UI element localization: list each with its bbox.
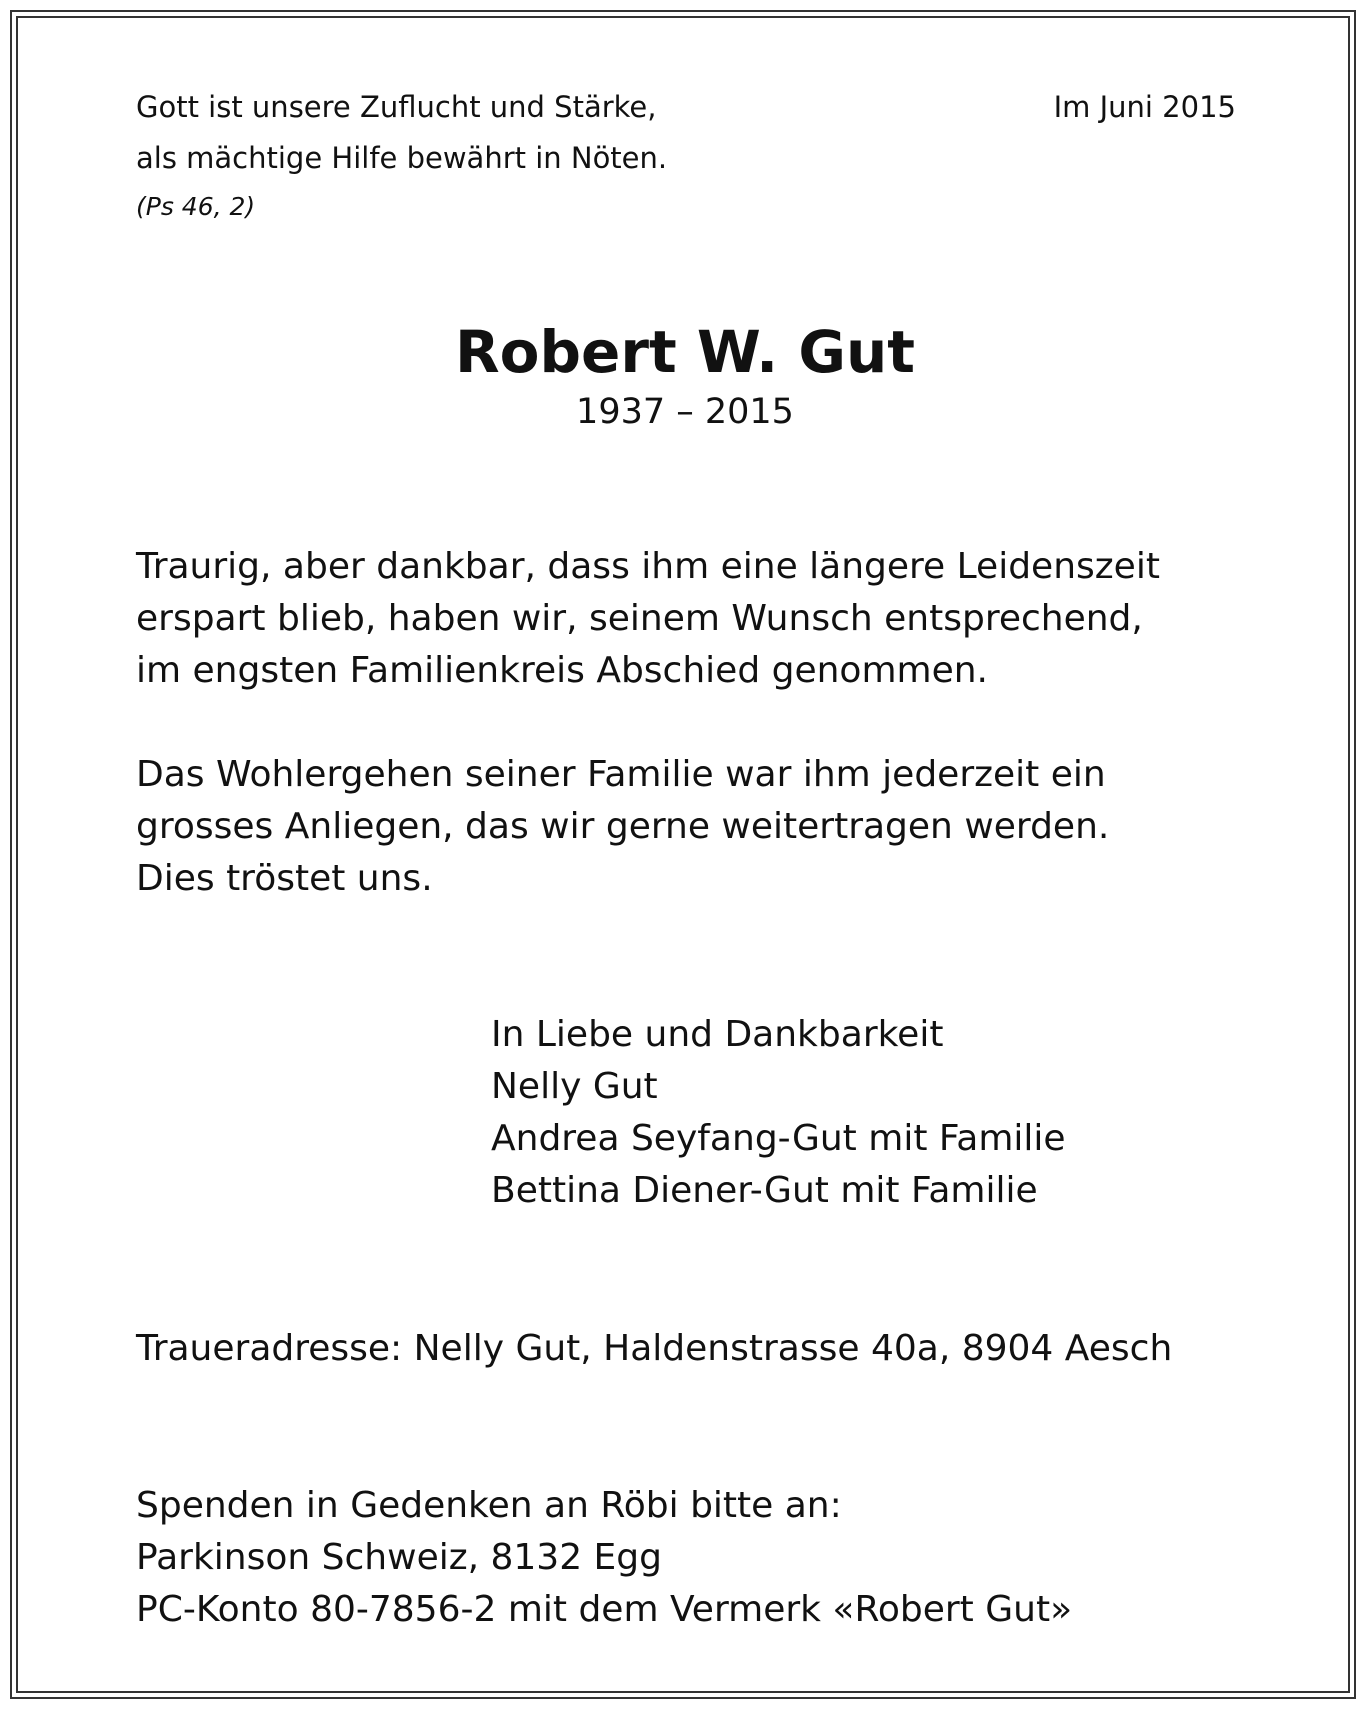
- signer-line: Bettina Diener-Gut mit Familie: [491, 1170, 1038, 1211]
- donation-line: PC-Konto 80-7856-2 mit dem Vermerk «Robert Gut»: [136, 1589, 1073, 1630]
- paragraph-line: Dies tröstet uns.: [136, 858, 433, 899]
- mourning-address: Traueradresse: Nelly Gut, Haldenstrasse 40a, 8904 Aesch: [136, 1328, 1173, 1369]
- signers-block: [491, 1009, 1066, 1217]
- donation-line: Spenden in Gedenken an Röbi bitte an:: [136, 1485, 842, 1526]
- verse-reference: (Ps 46, 2): [136, 192, 256, 221]
- life-years: 1937 – 2015: [576, 392, 794, 432]
- paragraph-line: Das Wohlergehen seiner Familie war ihm jederzeit ein: [136, 754, 1106, 795]
- donation-line: Parkinson Schweiz, 8132 Egg: [136, 1537, 663, 1578]
- donation-info: [136, 1480, 1072, 1636]
- paragraph-line: Traurig, aber dankbar, dass ihm eine längere Leidenszeit: [136, 546, 1160, 587]
- paragraph-line: grosses Anliegen, das wir gerne weitertragen werden.: [136, 806, 1110, 847]
- paragraph-family: [136, 749, 1109, 905]
- signer-line: Nelly Gut: [491, 1066, 658, 1107]
- verse-line-2: als mächtige Hilfe bewährt in Nöten.: [136, 141, 668, 175]
- signer-line: In Liebe und Dankbarkeit: [491, 1014, 944, 1055]
- notice-date: Im Juni 2015: [1053, 90, 1236, 124]
- deceased-name: Robert W. Gut: [455, 318, 915, 386]
- paragraph-farewell: [136, 541, 1160, 697]
- paragraph-line: im engsten Familienkreis Abschied genommen.: [136, 650, 988, 691]
- signer-line: Andrea Seyfang-Gut mit Familie: [491, 1118, 1066, 1159]
- bible-verse: [136, 82, 667, 230]
- verse-line-1: Gott ist unsere Zuflucht und Stärke,: [136, 90, 657, 124]
- paragraph-line: erspart blieb, haben wir, seinem Wunsch entsprechend,: [136, 598, 1143, 639]
